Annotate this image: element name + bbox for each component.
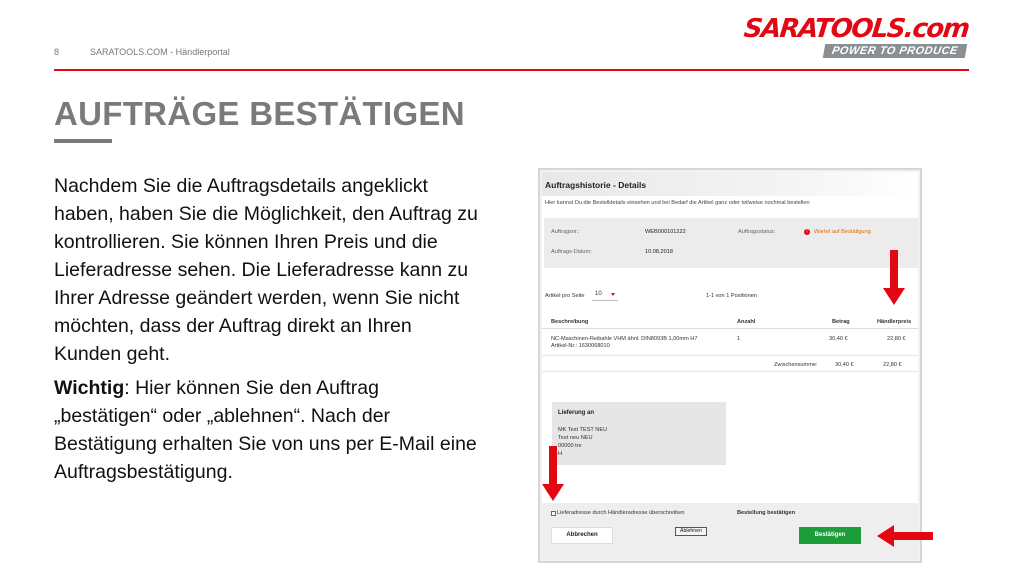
subtotal-dealer: 22,80 € [883,362,902,368]
header-title: SARATOOLS.COM - Händlerportal [90,47,230,57]
status-label: Auftragsstatus: [738,229,776,235]
portal-screenshot [538,168,922,563]
order-no-label: Auftragsnr.: [551,229,580,235]
status-value: Wartet auf Bestätigung [814,229,871,235]
table-row [542,332,918,356]
override-address-label: Lieferadresse durch Händleradresse überschreiben [557,510,685,516]
saratools-logo [741,14,970,60]
portal-title: Auftragshistorie - Details [545,180,647,190]
per-page-select[interactable] [592,288,618,301]
arrow-down-dealer-price-icon [882,250,906,306]
subtotal-amount: 30,40 € [835,362,854,368]
page-number: 8 [54,47,60,57]
per-page-value: 10 [595,291,602,297]
order-info-box [544,218,918,268]
paragraph-1: Nachdem Sie die Auftragsdetails angeklickt haben, haben Sie die Möglichkeit, den Auftrag zu kontrollieren. Sie können Ihren Preis und die Lieferadresse sehen. Die Lieferadresse kann zu Ihrer Adresse geändert werden, wenn Sie nicht möchten, dass der Auftrag direkt an Ihren Kunden geht. [54,175,478,365]
row-description: NC-Maschinen-Reibahle VHM ähnl. DIN8093B 1,00mm H7 [551,336,698,342]
per-page-label: Artikel pro Seite [545,293,585,299]
col-amount: Betrag [832,319,850,325]
portal-intro: Hier kannst Du die Bestelldetails einsehen und bei Bedarf die Artikel ganz oder teilweise nochmal bestellen [545,200,810,206]
reject-button[interactable]: Ablehnen [675,527,707,536]
subtotal-label: Zwischensumme: [774,362,818,368]
order-date-label: Auftrags-Datum: [551,249,592,255]
delivery-line-3: 00000 tre [558,443,582,449]
confirm-section-label: Bestellung bestätigen [737,510,796,516]
paragraph-2-rest: : Hier können Sie den Auftrag „bestätigen“ oder „ablehnen“. Nach der Bestätigung erhalten Sie von uns per E-Mail eine Auftragsbestätigung. [54,377,477,483]
row-dealer-price: 22,80 € [887,336,906,342]
status-value-wrap [804,229,871,235]
body-text [54,172,484,492]
logo-tagline: POWER TO PRODUCE [823,44,967,58]
warning-icon: ! [804,229,810,235]
title-underline [54,139,112,143]
table-header [542,315,918,329]
portal-header [542,172,918,196]
chevron-down-icon [611,293,615,296]
delivery-line-4: H [558,451,563,457]
col-dealer-price: Händlerpreis [877,319,912,325]
col-description: Beschreibung [551,319,589,325]
page-title: AUFTRÄGE BESTÄTIGEN [54,95,465,132]
order-date-value: 10.08.2018 [645,249,673,255]
delivery-box [552,402,726,465]
order-no-value: WEB000101222 [645,229,686,235]
logo-wordmark: SARATOOLS.com [741,14,970,44]
paragraph-2 [54,374,484,486]
delivery-title: Lieferung an [558,410,595,416]
col-quantity: Anzahl [737,319,756,325]
positions-count: 1-1 von 1 Positionen [706,293,757,299]
confirm-button[interactable]: Bestätigen [799,527,861,544]
row-amount: 30,40 € [829,336,848,342]
arrow-left-confirm-icon [876,524,934,548]
override-address-checkbox[interactable] [551,511,556,516]
row-article-no: Artikel-Nr.: 1630068010 [551,343,610,349]
delivery-line-2: Test neu NEU [558,435,593,441]
cancel-button[interactable]: Abbrechen [551,527,613,544]
delivery-line-1: MK Test TEST NEU [558,427,608,433]
portal-page [542,172,918,559]
paragraph-2-bold: Wichtig [54,377,125,399]
subtotal-row [542,358,918,372]
action-footer [542,503,918,559]
arrow-down-checkbox-icon [541,446,565,502]
header-divider [54,69,969,71]
row-quantity: 1 [737,336,741,342]
